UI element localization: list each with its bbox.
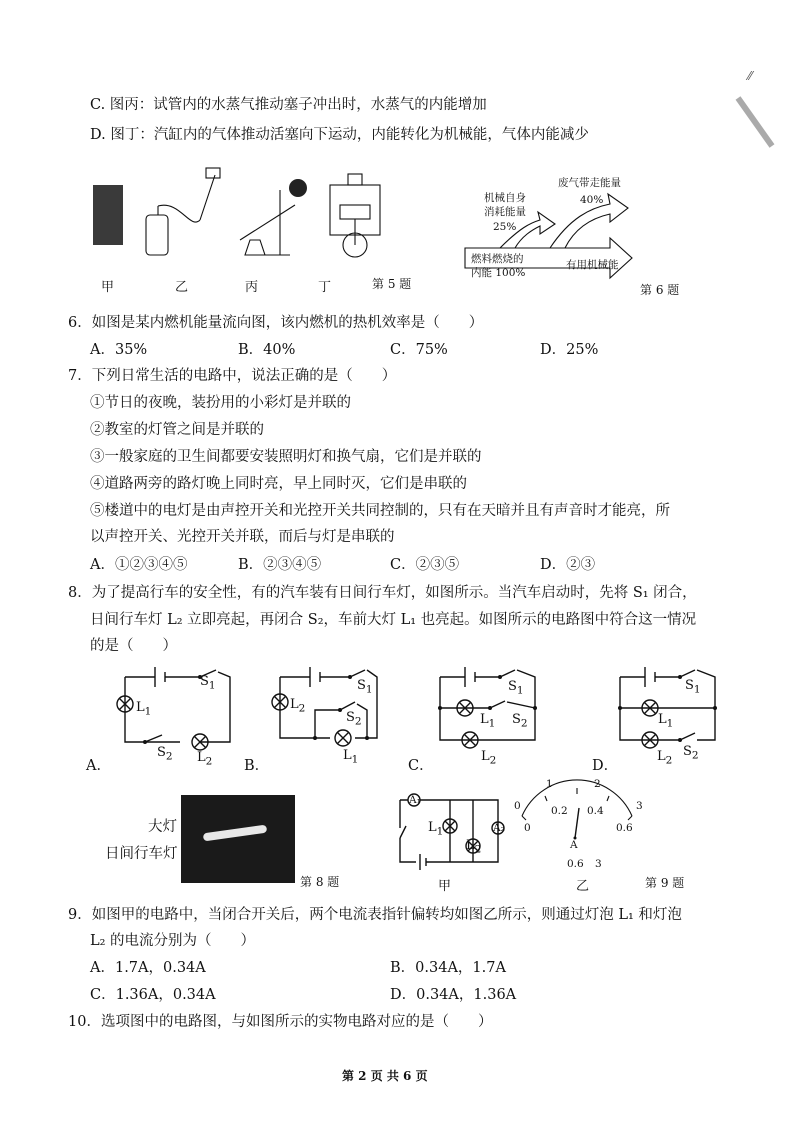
label-useful: 有用机械能 [566,259,619,271]
fig-label-jia: 甲 [101,280,115,295]
meter-bottom-1: 0.2 [551,805,568,817]
q7-item-5: ⑤楼道中的电灯是由声控开关和光控开关共同控制的，只有在天暗并且有声音时才能亮，所 [90,503,670,519]
photo-label-daytime: 日间行车灯 [105,846,178,862]
q7-item-5-cont: 以声控开关、光控开关并联，而后与灯是串联的 [90,529,395,545]
q8-option-c: C． [408,758,434,774]
q6-option-a: A．35% [90,342,148,358]
q7-stem: 7．下列日常生活的电路中，说法正确的是（ ） [68,368,397,384]
q10-stem: 10．选项图中的电路图，与如图所示的实物电路对应的是（ ） [68,1014,493,1030]
terminal-3: 3 [595,858,602,870]
q8-stem-1: 8．为了提高行车的安全性，有的汽车装有日间行车灯，如图所示。当汽车启动时，先将 S₁ 闭合， [68,585,697,601]
c-s2-label: $S_2$ [512,712,528,730]
label-exhaust-pct: 40% [580,194,604,206]
car-light-photo [181,795,295,883]
meter-top-3: 3 [636,800,643,812]
fig-label-jia-9: 甲 [438,879,452,894]
photo-label-headlight: 大灯 [148,819,177,835]
q7-option-b: B．②③④⑤ [238,557,322,573]
page-footer: 第 2 页 共 6 页 [342,1069,428,1083]
c-l1-label: $L_1$ [480,712,496,730]
q8-stem-3: 的是（ ） [90,638,177,654]
q9-caption: 第 9 题 [645,876,685,890]
meter-bottom-0: 0 [524,822,531,834]
q7-item-4: ④道路两旁的路灯晚上同时亮，早上同时灭，它们是串联的 [90,476,467,492]
d-s1-label: $S_1$ [685,678,701,696]
label-mech-loss-2: 消耗能量 [484,206,526,218]
q7-option-a: A．①②③④⑤ [90,557,188,573]
q9-option-a: A．1.7A，0.34A [90,960,206,976]
svg-text:⁄⁄: ⁄⁄ [748,69,753,83]
meter-top-2: 2 [594,778,601,790]
q8-caption: 第 8 题 [300,875,340,889]
q6-caption: 第 6 题 [640,283,680,297]
b-l1-label: $L_1$ [343,748,359,766]
q8-option-b: B． [244,758,270,774]
circuit-d [615,662,735,772]
label-fuel-2: 内能 100% [471,267,526,279]
meter-top-0: 0 [514,800,521,812]
q9-option-c: C．1.36A，0.34A [90,987,216,1003]
meter-bottom-3: 0.6 [616,822,633,834]
q8-stem-2: 日间行车灯 L₂ 立即亮起，再闭合 S₂，车前大灯 L₁ 也亮起。如图所示的电路图中符合这一情况 [90,612,697,628]
label-mech-loss-pct: 25% [493,221,517,233]
a-l1-label: $L_1$ [136,700,152,718]
q5-option-d: D. 图丁：汽缸内的气体推动活塞向下运动，内能转化为机械能，气体内能减少 [90,127,589,143]
terminal-06: 0.6 [567,858,584,870]
fig-label-bing: 丙 [245,280,259,295]
ammeter-1-label: A₁ [409,794,421,806]
d-l1-label: $L_1$ [658,712,674,730]
q9-option-d: D．0.34A，1.36A [390,987,517,1003]
q7-item-2: ②教室的灯管之间是并联的 [90,422,264,438]
jia-l2-label: $L_2$ [466,838,482,856]
q9-option-b: B．0.34A，1.7A [390,960,506,976]
jia-l1-label: $L_1$ [428,820,444,838]
label-mech-loss-1: 机械自身 [484,192,526,204]
ammeter-2-label: A₂ [493,822,505,834]
fig-label-yi-9: 乙 [576,879,590,894]
a-s2-label: $S_2$ [157,745,173,763]
q6-option-c: C．75% [390,342,448,358]
q9-stem-1: 9．如图甲的电路中，当闭合开关后，两个电流表指针偏转均如图乙所示，则通过灯泡 L₁ 和灯泡 [68,907,682,923]
q8-option-a: A． [86,758,111,774]
meter-bottom-2: 0.4 [587,805,604,817]
q7-option-d: D．②③ [540,557,596,573]
q5-caption: 第 5 题 [372,277,412,291]
meter-unit: A [570,839,578,851]
c-s1-label: $S_1$ [508,679,524,697]
b-l2-label: $L_2$ [290,697,306,715]
fig-label-ding: 丁 [318,280,332,295]
fig-label-yi: 乙 [175,280,189,295]
q7-option-c: C．②③⑤ [390,557,460,573]
d-l2-label: $L_2$ [657,749,673,767]
q8-option-d: D． [592,758,619,774]
q6-stem: 6．如图是某内燃机能量流向图，该内燃机的热机效率是（ ） [68,315,484,331]
q9-stem-2: L₂ 的电流分别为（ ） [90,933,256,949]
q7-item-1: ①节日的夜晚，装扮用的小彩灯是并联的 [90,395,351,411]
meter-top-1: 1 [546,778,553,790]
q7-item-3: ③一般家庭的卫生间都要安装照明灯和换气扇，它们是并联的 [90,449,482,465]
b-s2-label: $S_2$ [346,710,362,728]
q6-option-b: B．40% [238,342,296,358]
a-l2-label: $L_2$ [197,750,213,768]
d-s2-label: $S_2$ [683,744,699,762]
c-l2-label: $L_2$ [481,749,497,767]
label-fuel-1: 燃料燃烧的 [471,253,524,265]
a-s1-label: $S_1$ [200,674,216,692]
b-s1-label: $S_1$ [357,678,373,696]
q5-figures [90,160,490,260]
q5-option-c: C. 图丙：试管内的水蒸气推动塞子冲出时，水蒸气的内能增加 [90,97,487,113]
q6-option-d: D．25% [540,342,599,358]
circuit-b [275,662,395,772]
label-exhaust: 废气带走能量 [558,177,621,189]
